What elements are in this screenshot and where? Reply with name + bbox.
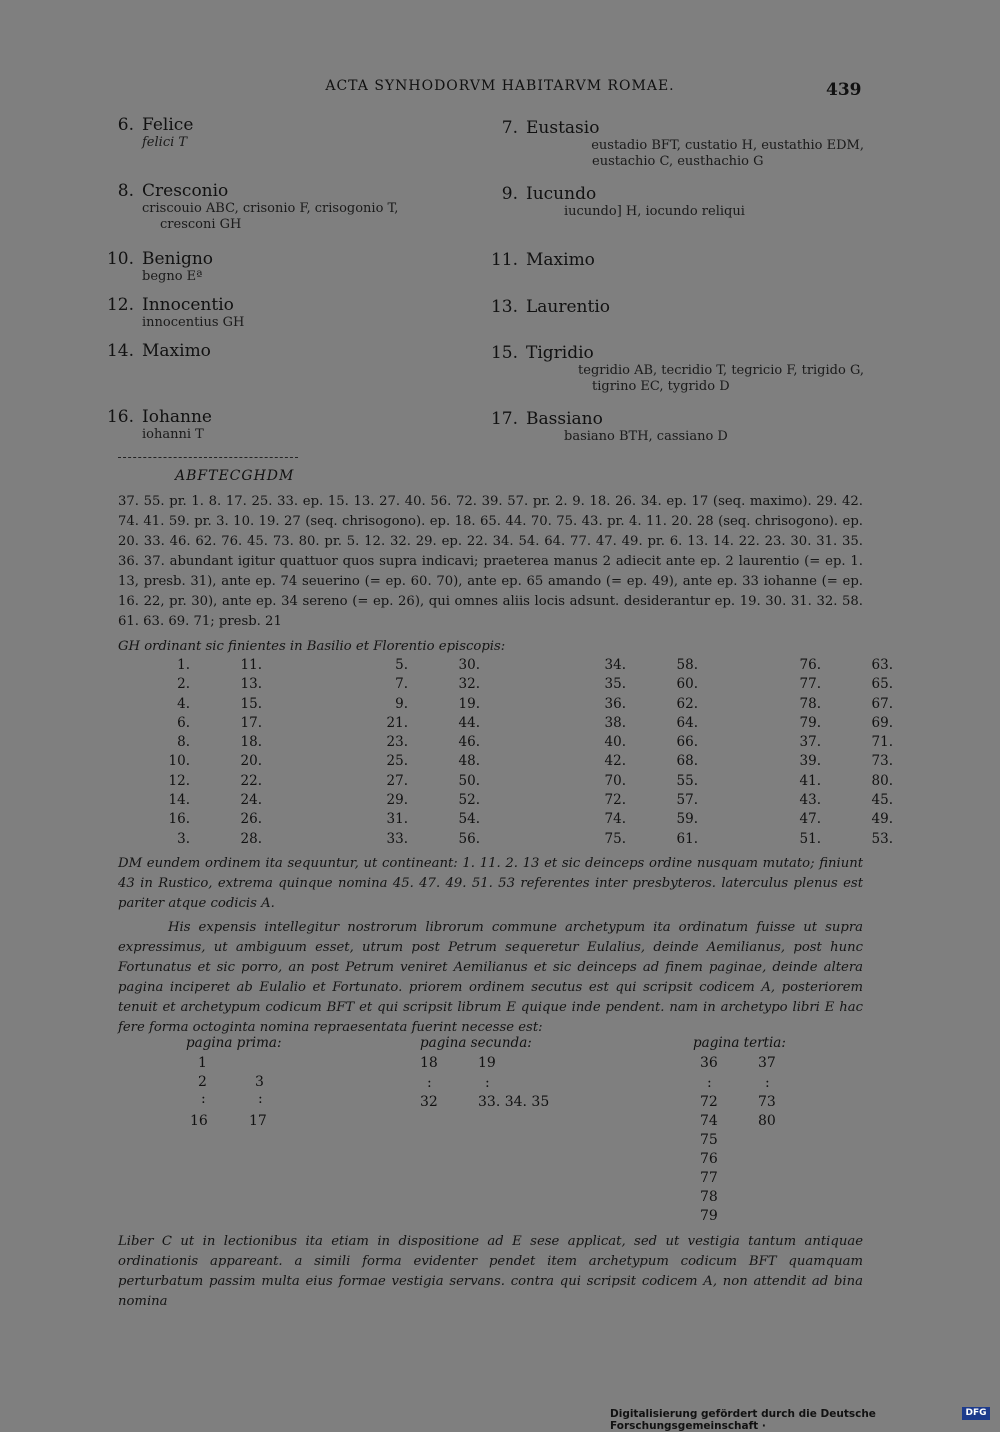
entry-variants: innocentius GH <box>142 315 245 330</box>
entry-name: Tigridio <box>526 343 594 363</box>
entry-name: Iohanne <box>142 407 212 427</box>
scheme-num: 76 <box>700 1151 718 1167</box>
scheme-num: 73 <box>758 1094 776 1110</box>
table-cell: 63. <box>871 657 893 673</box>
table-cell: 19. <box>458 695 480 712</box>
scheme-num: 37 <box>758 1055 776 1071</box>
table-cell: 20. <box>240 753 262 770</box>
scheme-num: 17 <box>249 1113 267 1129</box>
scheme-num: 16 <box>190 1113 208 1129</box>
table-cell: 1. <box>177 657 190 673</box>
entry-name: Maximo <box>526 250 595 270</box>
entry-right-6 <box>484 409 728 445</box>
table-cell: 29. <box>386 792 408 809</box>
table-cell: 24. <box>240 792 262 809</box>
table-cell: 67. <box>871 695 893 712</box>
table-cell: 32. <box>458 676 480 693</box>
entry-name: Cresconio <box>142 181 229 201</box>
table-cell: 75. <box>604 830 626 847</box>
table-cell: 44. <box>458 714 480 731</box>
gh-order-table <box>118 656 893 849</box>
scheme-label-secunda: pagina secunda: <box>420 1035 532 1051</box>
scheme-num: 78 <box>700 1189 718 1205</box>
entry-right-5 <box>484 343 864 395</box>
entry-variants: criscouio ABC, crisonio F, crisogonio T, <box>142 201 399 216</box>
table-cell: 10. <box>168 753 190 770</box>
table-cell: 51. <box>799 830 821 847</box>
scheme-dots: : <box>707 1075 712 1091</box>
liber-paragraph: Liber C ut in lectionibus ita etiam in dispositione ad E sese applicat, sed ut vestigia tantum antiquae ordinationis appareant. a simili forma evidenter pendet item archetypum codicum BFT quamquam perturbatum passim multa eius formae vestigia servans. contra qui scripsit codicem A, non attendit ad bina nomina <box>118 1234 863 1309</box>
table-cell: 15. <box>240 695 262 712</box>
table-cell: 72. <box>604 792 626 809</box>
table-cell: 80. <box>871 772 893 789</box>
entry-number: 16. <box>106 407 134 427</box>
table-cell: 61. <box>676 830 698 847</box>
entry-right-4 <box>484 297 610 317</box>
entry-variants: iucundo] H, iocundo reliqui <box>564 204 745 219</box>
table-cell: 38. <box>604 714 626 731</box>
entry-right-2 <box>484 184 745 220</box>
table-cell: 55. <box>676 772 698 789</box>
table-cell: 47. <box>799 811 821 828</box>
scheme-num: 36 <box>700 1055 718 1071</box>
table-cell: 42. <box>604 753 626 770</box>
table-cell: 40. <box>604 734 626 751</box>
scheme-num: 33. 34. 35 <box>478 1094 550 1110</box>
table-cell: 11. <box>240 657 262 673</box>
table-cell: 76. <box>799 657 821 673</box>
entry-name: Iucundo <box>526 184 597 204</box>
entry-left-2 <box>100 181 398 233</box>
table-cell: 28. <box>240 830 262 847</box>
table-cell: 77. <box>799 676 821 693</box>
entry-variants-cont: tigrino EC, tygrido D <box>592 379 730 394</box>
apparatus-text: 37. 55. pr. 1. 8. 17. 25. 33. ep. 15. 13. 27. 40. 56. 72. 39. 57. pr. 2. 9. 18. 26. 34. ep. 17 (seq. maximo). 29. 42. 74. 41. 59. pr. 3. 10. 19. 27 (seq. chrisogono). ep. 18. 65. 44. 70. 75. 43. pr. 4. 11. 20. 28 (seq. chrisogono). ep. 20. 33. 46. 62. 76. 45. 73. 80. pr. 5. 12. 32. 29. ep. 22. 34. 54. 64. 77. 47. 49. pr. 6. 13. 14. 22. 23. 30. 31. 35. 36. 37. abundant igitur quattuor quos supra indicavi; praeterea manus 2 adiecit ante ep. 2 laurentio (= ep. 1. 13, presb. 31), ante ep. 74 seuerino (= ep. 60. 70), ante ep. 65 amando (= ep. 49), ante ep. 33 iohanne (= ep. 16. 22, pr. 30), ante ep. 34 sereno (= ep. 26), qui omnes aliis locis adsunt. desiderantur ep. 19. 30. 31. 32. 58. 61. 63. 69. 71; presb. 21 <box>118 494 863 629</box>
table-cell: 39. <box>799 753 821 770</box>
table-cell: 8. <box>177 734 190 751</box>
table-cell: 53. <box>871 830 893 847</box>
table-cell: 57. <box>676 792 698 809</box>
table-cell: 56. <box>458 830 480 847</box>
entry-left-4 <box>100 295 244 331</box>
table-cell: 74. <box>604 811 626 828</box>
table-cell: 79. <box>799 714 821 731</box>
table-cell: 17. <box>240 714 262 731</box>
entry-variants: begno Eª <box>142 269 203 284</box>
entry-right-1 <box>484 118 864 170</box>
table-cell: 49. <box>871 811 893 828</box>
scheme-dots: : <box>765 1075 770 1091</box>
table-cell: 71. <box>871 734 893 751</box>
table-cell: 64. <box>676 714 698 731</box>
digitization-credit: Digitalisierung gefördert durch die Deutsche Forschungsgemeinschaft · <box>610 1408 876 1432</box>
table-cell: 46. <box>458 734 480 751</box>
his-paragraph: His expensis intellegitur nostrorum librorum commune archetypum ita ordinatum fuisse ut supra expressimus, ut ambiguum esset, utrum post Petrum sequeretur Eulalius, deinde Aemilianus, post hunc Fortunatus et sic porro, an post Petrum veniret Aemilianus et sic deinceps ad finem paginae, deinde altera pagina inciperet ab Eulalio et Fortunato. priorem ordinem secutus est qui scripsit codicem A, posteriorem tenuit et archetypum codicum BFT et qui scripsit librum E quique inde pendent. nam in archetypo libri E hac fere forma octoginta nomina repraesentata fuerint necesse est: <box>118 920 863 1035</box>
entry-number: 9. <box>501 184 518 204</box>
entry-variants-cont: cresconi GH <box>160 217 242 232</box>
entry-variants: tegridio AB, tecridio T, tegricio F, trigido G, <box>578 363 864 378</box>
table-cell: 6. <box>177 714 190 731</box>
entry-right-3 <box>484 250 595 270</box>
table-cell: 73. <box>871 753 893 770</box>
entry-left-3 <box>100 249 213 285</box>
table-cell: 4. <box>177 695 190 712</box>
table-cell: 69. <box>871 714 893 731</box>
table-cell: 26. <box>240 811 262 828</box>
scheme-num: 74 <box>700 1113 718 1129</box>
scheme-num: 80 <box>758 1113 776 1129</box>
scheme-num: 72 <box>700 1094 718 1110</box>
scheme-dots: : <box>201 1091 206 1107</box>
table-cell: 27. <box>386 772 408 789</box>
entry-name: Felice <box>142 115 194 135</box>
table-cell: 59. <box>676 811 698 828</box>
entry-variants-cont: eustachio C, eusthachio G <box>592 154 764 169</box>
table-cell: 14. <box>168 792 190 809</box>
table-cell: 45. <box>871 792 893 809</box>
gh-grid <box>118 656 893 849</box>
entry-variants: eustadio BFT, custatio H, eustathio EDM, <box>591 138 864 153</box>
entry-left-1 <box>100 115 193 151</box>
entry-name: Laurentio <box>526 297 611 317</box>
scheme-num: 3 <box>255 1074 264 1090</box>
table-cell: 23. <box>386 734 408 751</box>
divider <box>118 457 298 459</box>
table-cell: 52. <box>458 792 480 809</box>
entry-number: 15. <box>490 343 518 363</box>
table-cell: 18. <box>240 734 262 751</box>
table-cell: 30. <box>458 657 480 673</box>
scheme-num: 77 <box>700 1170 718 1186</box>
table-cell: 34. <box>604 657 626 673</box>
table-cell: 21. <box>386 714 408 731</box>
entry-number: 11. <box>490 250 518 270</box>
scheme-num: 1 <box>198 1055 207 1071</box>
entry-variants: felici T <box>142 135 188 150</box>
table-cell: 2. <box>177 676 190 693</box>
table-cell: 5. <box>395 657 408 673</box>
table-cell: 9. <box>395 695 408 712</box>
entry-left-5 <box>100 341 211 361</box>
table-cell: 35. <box>604 676 626 693</box>
entry-number: 13. <box>490 297 518 317</box>
table-cell: 33. <box>386 830 408 847</box>
scheme-num: 32 <box>420 1094 438 1110</box>
entry-name: Innocentio <box>142 295 234 315</box>
table-cell: 13. <box>240 676 262 693</box>
scheme-label-prima: pagina prima: <box>186 1035 282 1051</box>
scheme-dots: : <box>485 1075 490 1091</box>
scheme-num: 79 <box>700 1208 718 1224</box>
entry-number: 10. <box>106 249 134 269</box>
entry-number: 8. <box>117 181 134 201</box>
table-cell: 54. <box>458 811 480 828</box>
entry-number: 7. <box>501 118 518 138</box>
dm-paragraph: DM eundem ordinem ita sequuntur, ut contineant: 1. 11. 2. 13 et sic deinceps ordine nusquam mutato; finiunt 43 in Rustico, extrema quinque nomina 45. 47. 49. 51. 53 referentes inter presbyteros. laterculus plenus est pariter atque codicis A. <box>118 856 863 911</box>
scheme-num: 2 <box>198 1074 207 1090</box>
table-cell: 37. <box>799 734 821 751</box>
table-cell: 48. <box>458 753 480 770</box>
table-cell: 22. <box>240 772 262 789</box>
scheme-num: 75 <box>700 1132 718 1148</box>
entry-name: Benigno <box>142 249 214 269</box>
entry-number: 17. <box>490 409 518 429</box>
table-cell: 3. <box>177 830 190 847</box>
table-cell: 66. <box>676 734 698 751</box>
table-cell: 60. <box>676 676 698 693</box>
entry-number: 14. <box>106 341 134 361</box>
apparatus-siglum: ABFTECGHDM <box>175 468 295 484</box>
dfg-logo: DFG <box>962 1407 990 1420</box>
scheme-dots: : <box>427 1075 432 1091</box>
entry-name: Bassiano <box>526 409 603 429</box>
running-head: ACTA SYNHODORVM HABITARVM ROMAE. <box>325 78 675 94</box>
table-cell: 36. <box>604 695 626 712</box>
table-cell: 16. <box>168 811 190 828</box>
table-cell: 78. <box>799 695 821 712</box>
table-cell: 41. <box>799 772 821 789</box>
table-cell: 58. <box>676 657 698 673</box>
scheme-num: 19 <box>478 1055 496 1071</box>
page-number: 439 <box>826 80 862 100</box>
entry-variants: basiano BTH, cassiano D <box>564 429 728 444</box>
entry-name: Maximo <box>142 341 211 361</box>
table-cell: 50. <box>458 772 480 789</box>
table-cell: 43. <box>799 792 821 809</box>
table-cell: 12. <box>168 772 190 789</box>
table-cell: 7. <box>395 676 408 693</box>
entry-name: Eustasio <box>526 118 600 138</box>
scheme-num: 18 <box>420 1055 438 1071</box>
table-cell: 65. <box>871 676 893 693</box>
entry-number: 6. <box>117 115 134 135</box>
table-cell: 25. <box>386 753 408 770</box>
entry-number: 12. <box>106 295 134 315</box>
scheme-dots: : <box>258 1091 263 1107</box>
table-cell: 31. <box>386 811 408 828</box>
table-cell: 62. <box>676 695 698 712</box>
table-cell: 70. <box>604 772 626 789</box>
gh-intro: GH ordinant sic finientes in Basilio et Florentio episcopis: <box>118 639 506 654</box>
entry-variants: iohanni T <box>142 427 204 442</box>
table-cell: 68. <box>676 753 698 770</box>
scheme-label-tertia: pagina tertia: <box>693 1035 786 1051</box>
entry-left-6 <box>100 407 212 443</box>
